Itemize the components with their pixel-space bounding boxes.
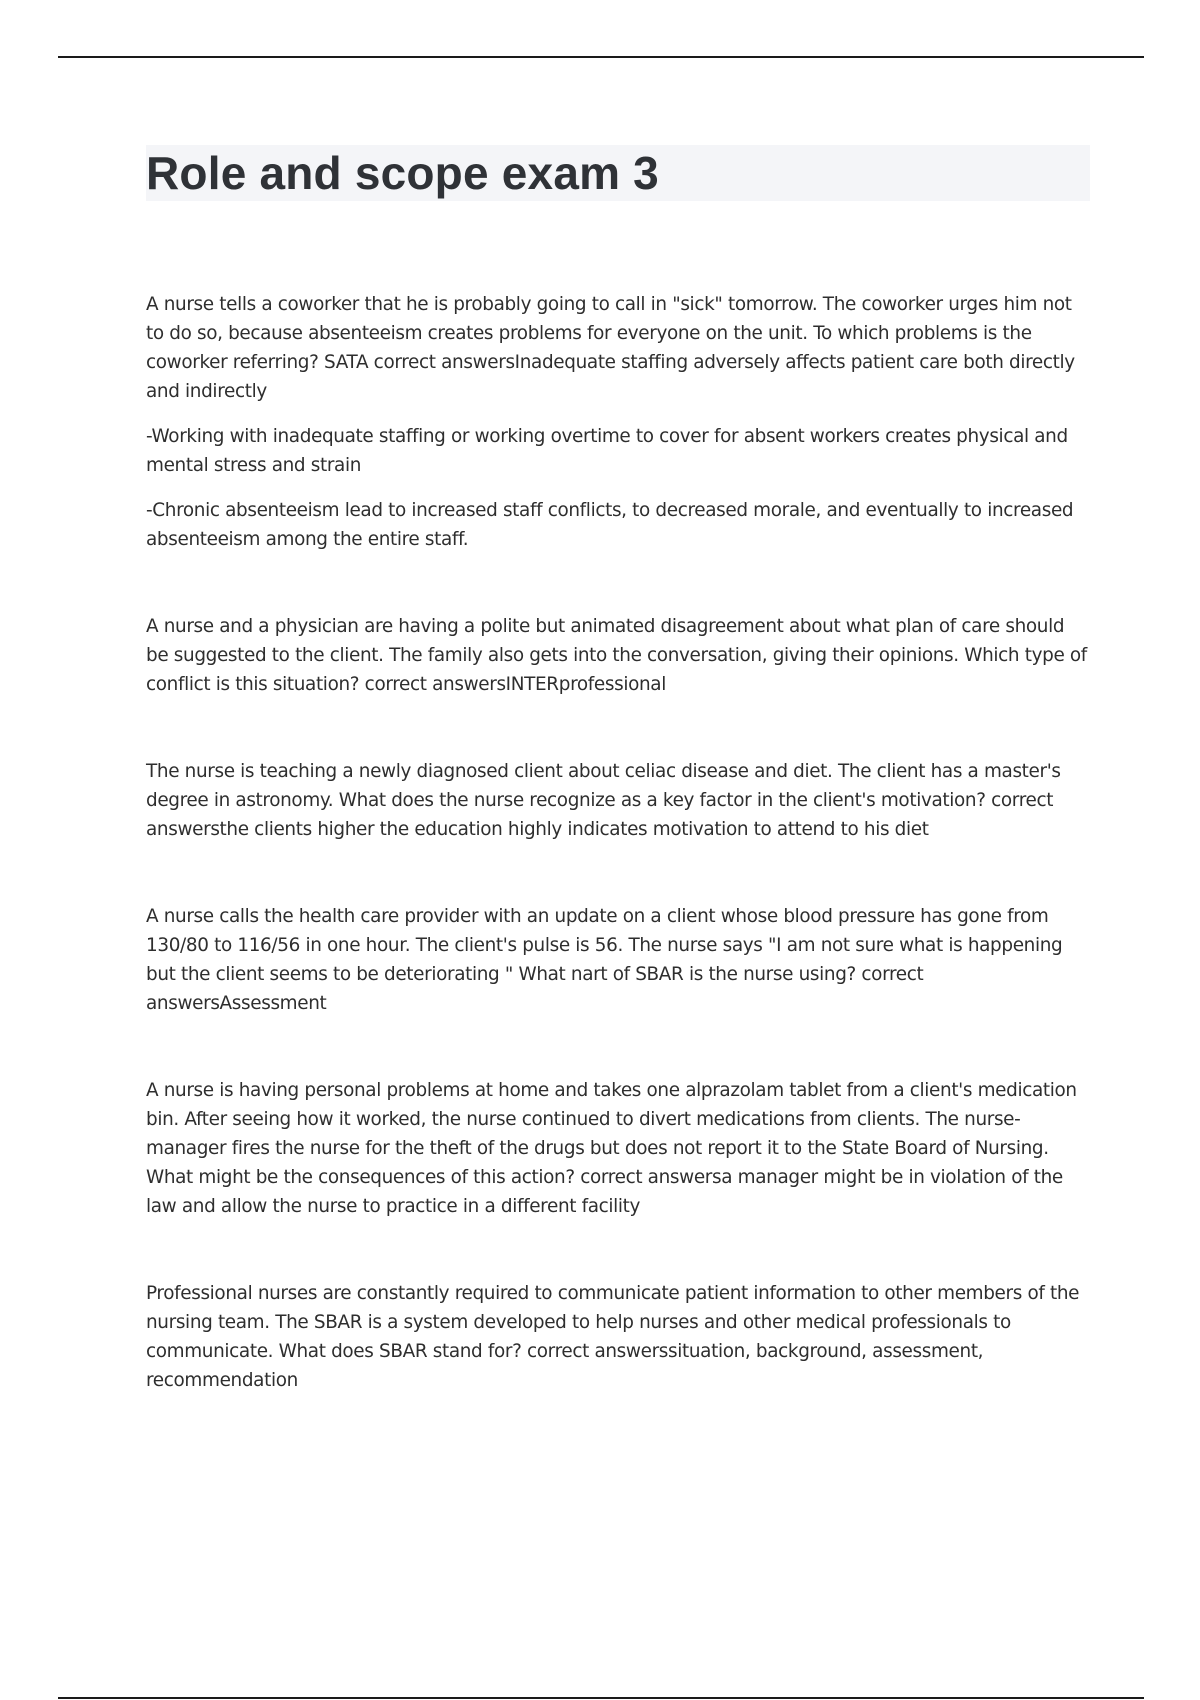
bottom-rule [58,1697,1144,1699]
document-body [146,290,1090,1453]
question-4-paragraph-1: A nurse calls the health care provider with an update on a client whose blood pressure has gone from 130/80 to 116/56 in one hour. The client's pulse is 56. The nurse says "I am not sure what is happening but the client seems to be deteriorating " What nart of SBAR is the nurse using? correct answersAssessment [146,906,1063,1014]
question-block-4 [146,902,1090,1018]
question-block-6 [146,1279,1090,1395]
question-block-3 [146,757,1090,844]
question-2-paragraph-1: A nurse and a physician are having a polite but animated disagreement about what plan of care should be suggested to the client. The family also gets into the conversation, giving their opinions. Which type of conflict is this situation? correct answersINTERprofessional [146,616,1087,695]
page-title: Role and scope exam 3 [146,147,659,199]
question-1-paragraph-2: -Working with inadequate staffing or working overtime to cover for absent workers creates physical and mental stress and strain [146,426,1068,476]
question-block-2 [146,612,1090,699]
question-block-5 [146,1076,1090,1221]
question-1-paragraph-3: -Chronic absenteeism lead to increased staff conflicts, to decreased morale, and eventually to increased absenteeism among the entire staff. [146,500,1074,550]
top-rule [58,56,1144,58]
question-6-paragraph-1: Professional nurses are constantly required to communicate patient information to other members of the nursing team. The SBAR is a system developed to help nurses and other medical professionals to communicate. What does SBAR stand for? correct answerssituation, background, assessment, recommendation [146,1283,1080,1391]
question-3-paragraph-1: The nurse is teaching a newly diagnosed client about celiac disease and diet. The client has a master's degree in astronomy. What does the nurse recognize as a key factor in the client's motivation? correct answersthe clients higher the education highly indicates motivation to attend to his diet [146,761,1061,840]
question-block-1 [146,290,1090,554]
question-1-paragraph-1: A nurse tells a coworker that he is probably going to call in "sick" tomorrow. The coworker urges him not to do so, because absenteeism creates problems for everyone on the unit. To which problems is the coworker referring? SATA correct answersInadequate staffing adversely affects patient care both directly and indirectly [146,294,1075,402]
question-5-paragraph-1: A nurse is having personal problems at home and takes one alprazolam tablet from a client's medication bin. After seeing how it worked, the nurse continued to divert medications from clients. The nurse-manager fires the nurse for the theft of the drugs but does not report it to the State Board of Nursing. What might be the consequences of this action? correct answersa manager might be in violation of the law and allow the nurse to practice in a different facility [146,1080,1077,1217]
